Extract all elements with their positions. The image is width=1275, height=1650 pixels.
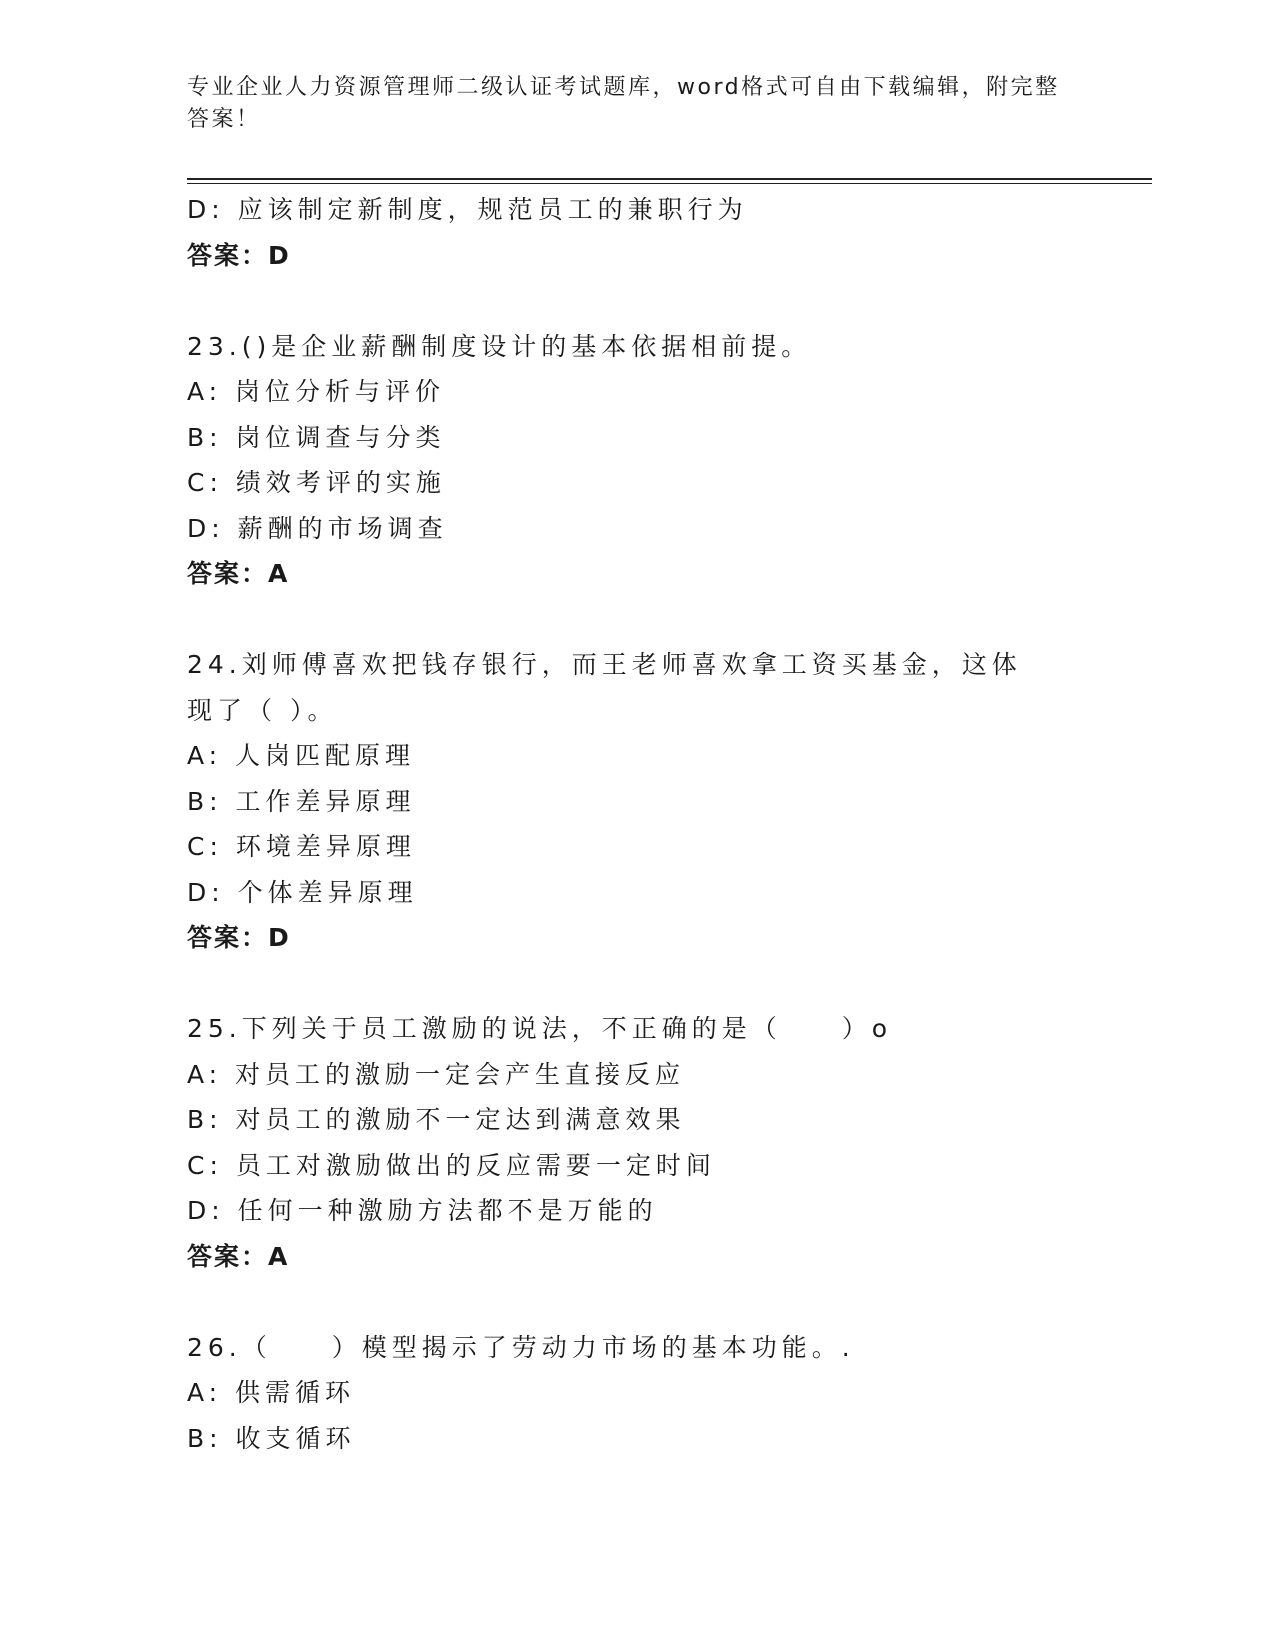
page-header: 专业企业人力资源管理师二级认证考试题库，word格式可自由下载编辑，附完整答案！ bbox=[187, 75, 1060, 132]
question-24-answer: 答案：D bbox=[187, 923, 291, 952]
question-24-option-c: C: 环境差异原理 bbox=[187, 832, 416, 861]
prev-option-d: D: 应该制定新制度，规范员工的兼职行为 bbox=[187, 195, 748, 224]
header-divider-bottom bbox=[187, 183, 1152, 184]
question-23-stem: 23.()是企业薪酬制度设计的基本依据相前提。 bbox=[187, 331, 812, 361]
question-24-stem: 24.刘师傅喜欢把钱存银行，而王老师喜欢拿工资买基金，这体现了（ ）。 bbox=[187, 650, 1022, 725]
question-25-option-d: D: 任何一种激励方法都不是万能的 bbox=[187, 1196, 658, 1225]
question-content bbox=[187, 187, 1107, 1461]
question-26-option-a: A: 供需循环 bbox=[187, 1378, 356, 1407]
question-25-answer: 答案：A bbox=[187, 1241, 290, 1271]
question-25-option-c: C: 员工对激励做出的反应需要一定时间 bbox=[187, 1150, 716, 1180]
question-23-option-d: D: 薪酬的市场调查 bbox=[187, 513, 448, 543]
question-25-option-b: B: 对员工的激励不一定达到满意效果 bbox=[187, 1105, 686, 1134]
question-25-stem: 25.下列关于员工激励的说法，不正确的是（ ）o bbox=[187, 1014, 893, 1043]
question-23-answer: 答案：A bbox=[187, 559, 290, 588]
question-25-option-a: A: 对员工的激励一定会产生直接反应 bbox=[187, 1059, 686, 1089]
question-24-option-a: A: 人岗匹配原理 bbox=[187, 741, 416, 770]
question-24-option-d: D: 个体差异原理 bbox=[187, 877, 418, 907]
question-24-option-b: B: 工作差异原理 bbox=[187, 786, 416, 816]
question-26-option-b: B: 收支循环 bbox=[187, 1423, 356, 1453]
question-26-stem: 26.（ ）模型揭示了劳动力市场的基本功能。. bbox=[187, 1332, 855, 1362]
question-23-option-a: A: 岗位分析与评价 bbox=[187, 377, 446, 406]
question-23-option-b: B: 岗位调查与分类 bbox=[187, 422, 446, 452]
prev-answer: 答案：D bbox=[187, 240, 291, 270]
question-23-option-c: C: 绩效考评的实施 bbox=[187, 468, 446, 497]
header-divider-top bbox=[187, 178, 1152, 180]
